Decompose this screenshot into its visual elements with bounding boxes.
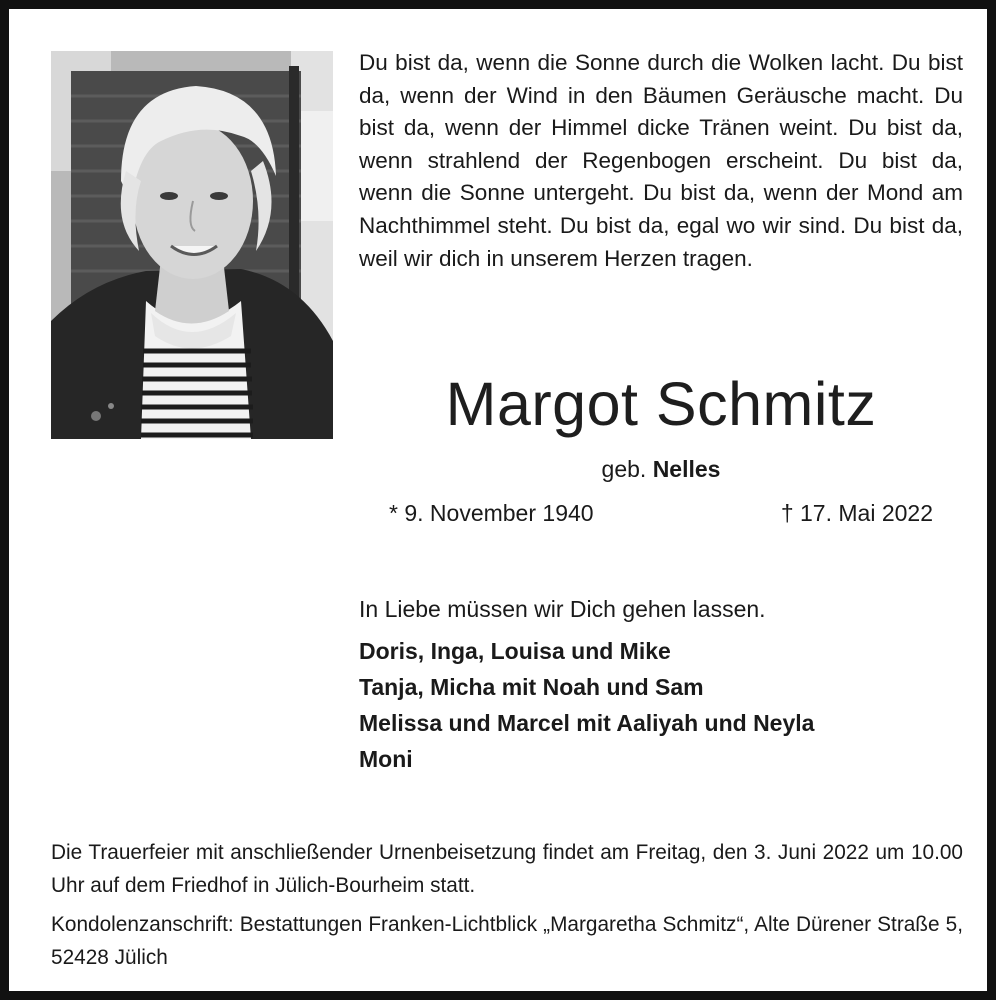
poem-text: Du bist da, wenn die Sonne durch die Wolken lacht. Du bist da, wenn der Wind in den Bäumen Geräusche macht. Du bist da, wenn der Himmel dicke Tränen weint. Du bist da, wenn strahlend der Regenbogen erscheint. Du bist da, wenn die Sonne untergeht. Du bist da, wenn der Mond am Nachthimmel steht. Du bist da, egal wo wir sind. Du bist da, weil wir dich in unserem Herzen tragen. [359,50,963,271]
family-line: Moni [359,746,413,772]
birth-name: Nelles [652,456,721,482]
family-line: Tanja, Micha mit Noah und Sam [359,674,704,700]
farewell-text: In Liebe müssen wir Dich gehen lassen. [359,596,766,622]
life-dates [389,497,933,529]
birth-name-prefix: geb. [601,456,647,482]
deceased-name: Margot Schmitz [445,370,877,438]
portrait-photo [51,51,333,439]
condolence-address: Kondolenzanschrift: Bestattungen Franken-Lichtblick „Margaretha Schmitz“, Alte Dürener Straße 5, 52428 Jülich [51,913,963,969]
death-date: † 17. Mai 2022 [780,500,933,526]
birth-date: * 9. November 1940 [389,500,594,526]
family-line: Doris, Inga, Louisa und Mike [359,638,671,664]
service-info: Die Trauerfeier mit anschließender Urnenbeisetzung findet am Freitag, den 3. Juni 2022 um 10.00 Uhr auf dem Friedhof in Jülich-Bourheim statt. [51,841,963,897]
family-list [359,633,963,777]
family-line: Melissa und Marcel mit Aaliyah und Neyla [359,710,815,736]
birth-name-line [359,454,963,484]
